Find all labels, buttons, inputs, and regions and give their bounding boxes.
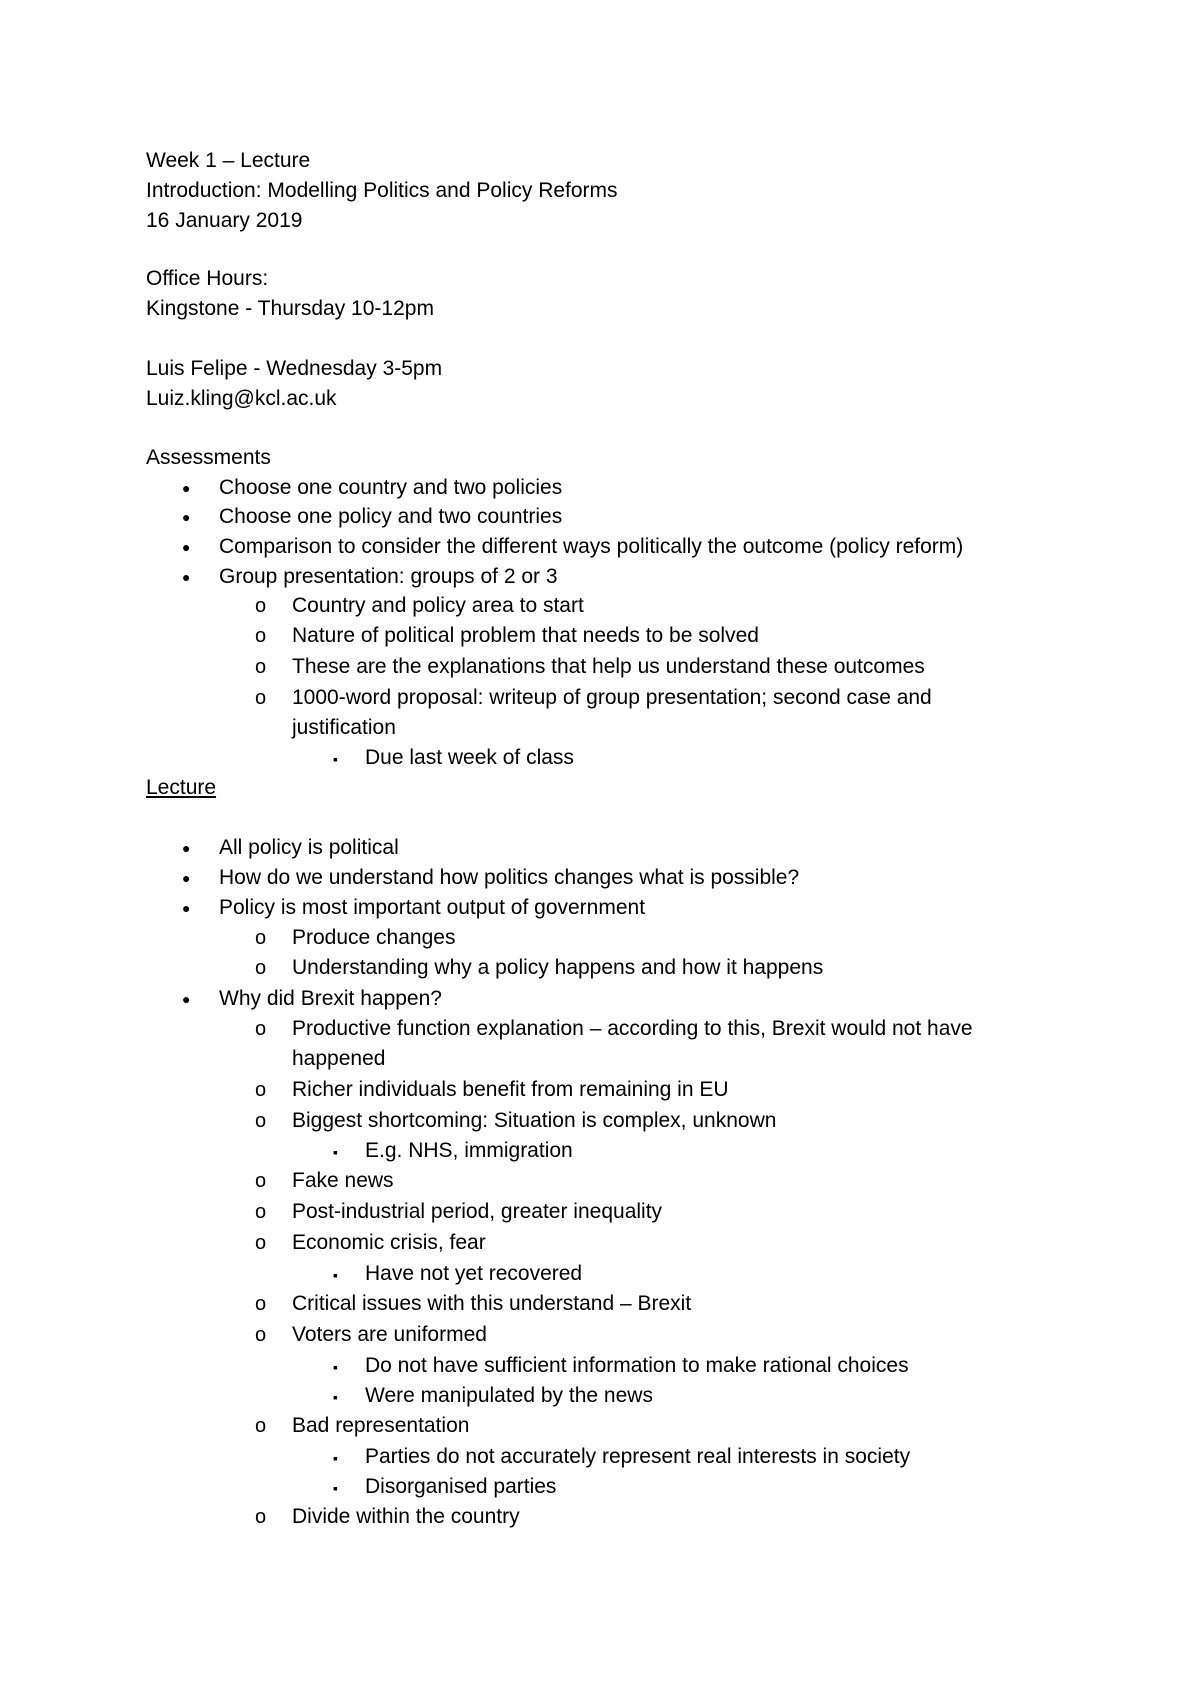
list-item-text: Choose one country and two policies xyxy=(219,476,563,499)
circle-marker: o xyxy=(255,1415,267,1437)
circle-marker: o xyxy=(255,927,267,949)
list-item-text: How do we understand how politics changes what is possible? xyxy=(219,866,800,889)
lecture-date: 16 January 2019 xyxy=(146,209,303,232)
circle-marker: o xyxy=(255,1506,267,1528)
sub-sub-list-item-text: Parties do not accurately represent real interests in society xyxy=(365,1445,911,1468)
sub-list-item-text: Productive function explanation – according to this, Brexit would not have xyxy=(292,1017,973,1040)
sub-sub-list-item-text: Due last week of class xyxy=(365,746,574,769)
square-marker: ▪ xyxy=(333,1359,338,1375)
page-subtitle: Introduction: Modelling Politics and Policy Reforms xyxy=(146,179,618,202)
bullet-marker: ● xyxy=(182,480,191,496)
circle-marker: o xyxy=(255,595,267,617)
bullet-marker: ● xyxy=(182,840,191,856)
sub-list-item-text: 1000-word proposal: writeup of group presentation; second case and xyxy=(292,686,932,709)
sub-sub-list-item-text: Do not have sufficient information to make rational choices xyxy=(365,1354,909,1377)
sub-list-item-text: Nature of political problem that needs to be solved xyxy=(292,624,759,647)
sub-list-item-text: Divide within the country xyxy=(292,1505,520,1528)
lecture-heading: Lecture xyxy=(146,776,217,799)
office-hours-kingstone: Kingstone - Thursday 10-12pm xyxy=(146,297,434,320)
circle-marker: o xyxy=(255,1324,267,1346)
square-marker: ▪ xyxy=(333,1267,338,1283)
circle-marker: o xyxy=(255,1110,267,1132)
sub-list-item-text: Richer individuals benefit from remaining in EU xyxy=(292,1078,729,1101)
page-title: Week 1 – Lecture xyxy=(146,149,311,172)
list-item-text: Group presentation: groups of 2 or 3 xyxy=(219,565,558,588)
sub-list-item-text: These are the explanations that help us understand these outcomes xyxy=(292,655,925,678)
sub-list-item-text: Country and policy area to start xyxy=(292,594,584,617)
office-hours-heading: Office Hours: xyxy=(146,267,269,290)
circle-marker: o xyxy=(255,1201,267,1223)
sub-list-item-text: Produce changes xyxy=(292,926,456,949)
circle-marker: o xyxy=(255,656,267,678)
sub-sub-list-item-text: Disorganised parties xyxy=(365,1475,557,1498)
bullet-marker: ● xyxy=(182,569,191,585)
sub-list-item-text: justification xyxy=(292,716,396,739)
assessments-heading: Assessments xyxy=(146,446,271,469)
office-hours-email: Luiz.kling@kcl.ac.uk xyxy=(146,387,337,410)
sub-sub-list-item-text: Have not yet recovered xyxy=(365,1262,583,1285)
square-marker: ▪ xyxy=(333,751,338,767)
list-item-text: Policy is most important output of government xyxy=(219,896,646,919)
sub-list-item-text: Biggest shortcoming: Situation is complex, unknown xyxy=(292,1109,777,1132)
sub-sub-list-item-text: Were manipulated by the news xyxy=(365,1384,653,1407)
list-item-text: Comparison to consider the different ways politically the outcome (policy reform) xyxy=(219,535,964,558)
circle-marker: o xyxy=(255,687,267,709)
sub-list-item-text: happened xyxy=(292,1047,386,1070)
sub-list-item-text: Voters are uniformed xyxy=(292,1323,487,1346)
sub-list-item-text: Fake news xyxy=(292,1169,394,1192)
circle-marker: o xyxy=(255,1018,267,1040)
sub-list-item-text: Post-industrial period, greater inequality xyxy=(292,1200,663,1223)
list-item-text: Choose one policy and two countries xyxy=(219,505,563,528)
sub-list-item-text: Bad representation xyxy=(292,1414,470,1437)
office-hours-luis: Luis Felipe - Wednesday 3-5pm xyxy=(146,357,443,380)
circle-marker: o xyxy=(255,1079,267,1101)
list-item-text: All policy is political xyxy=(219,836,399,859)
circle-marker: o xyxy=(255,1170,267,1192)
circle-marker: o xyxy=(255,1232,267,1254)
sub-list-item-text: Economic crisis, fear xyxy=(292,1231,486,1254)
square-marker: ▪ xyxy=(333,1389,338,1405)
list-item-text: Why did Brexit happen? xyxy=(219,987,442,1010)
bullet-marker: ● xyxy=(182,870,191,886)
bullet-marker: ● xyxy=(182,509,191,525)
circle-marker: o xyxy=(255,957,267,979)
sub-list-item-text: Critical issues with this understand – Brexit xyxy=(292,1292,692,1315)
square-marker: ▪ xyxy=(333,1450,338,1466)
sub-list-item-text: Understanding why a policy happens and how it happens xyxy=(292,956,824,979)
bullet-marker: ● xyxy=(182,991,191,1007)
square-marker: ▪ xyxy=(333,1144,338,1160)
square-marker: ▪ xyxy=(333,1480,338,1496)
circle-marker: o xyxy=(255,625,267,647)
bullet-marker: ● xyxy=(182,900,191,916)
circle-marker: o xyxy=(255,1293,267,1315)
bullet-marker: ● xyxy=(182,539,191,555)
sub-sub-list-item-text: E.g. NHS, immigration xyxy=(365,1139,573,1162)
